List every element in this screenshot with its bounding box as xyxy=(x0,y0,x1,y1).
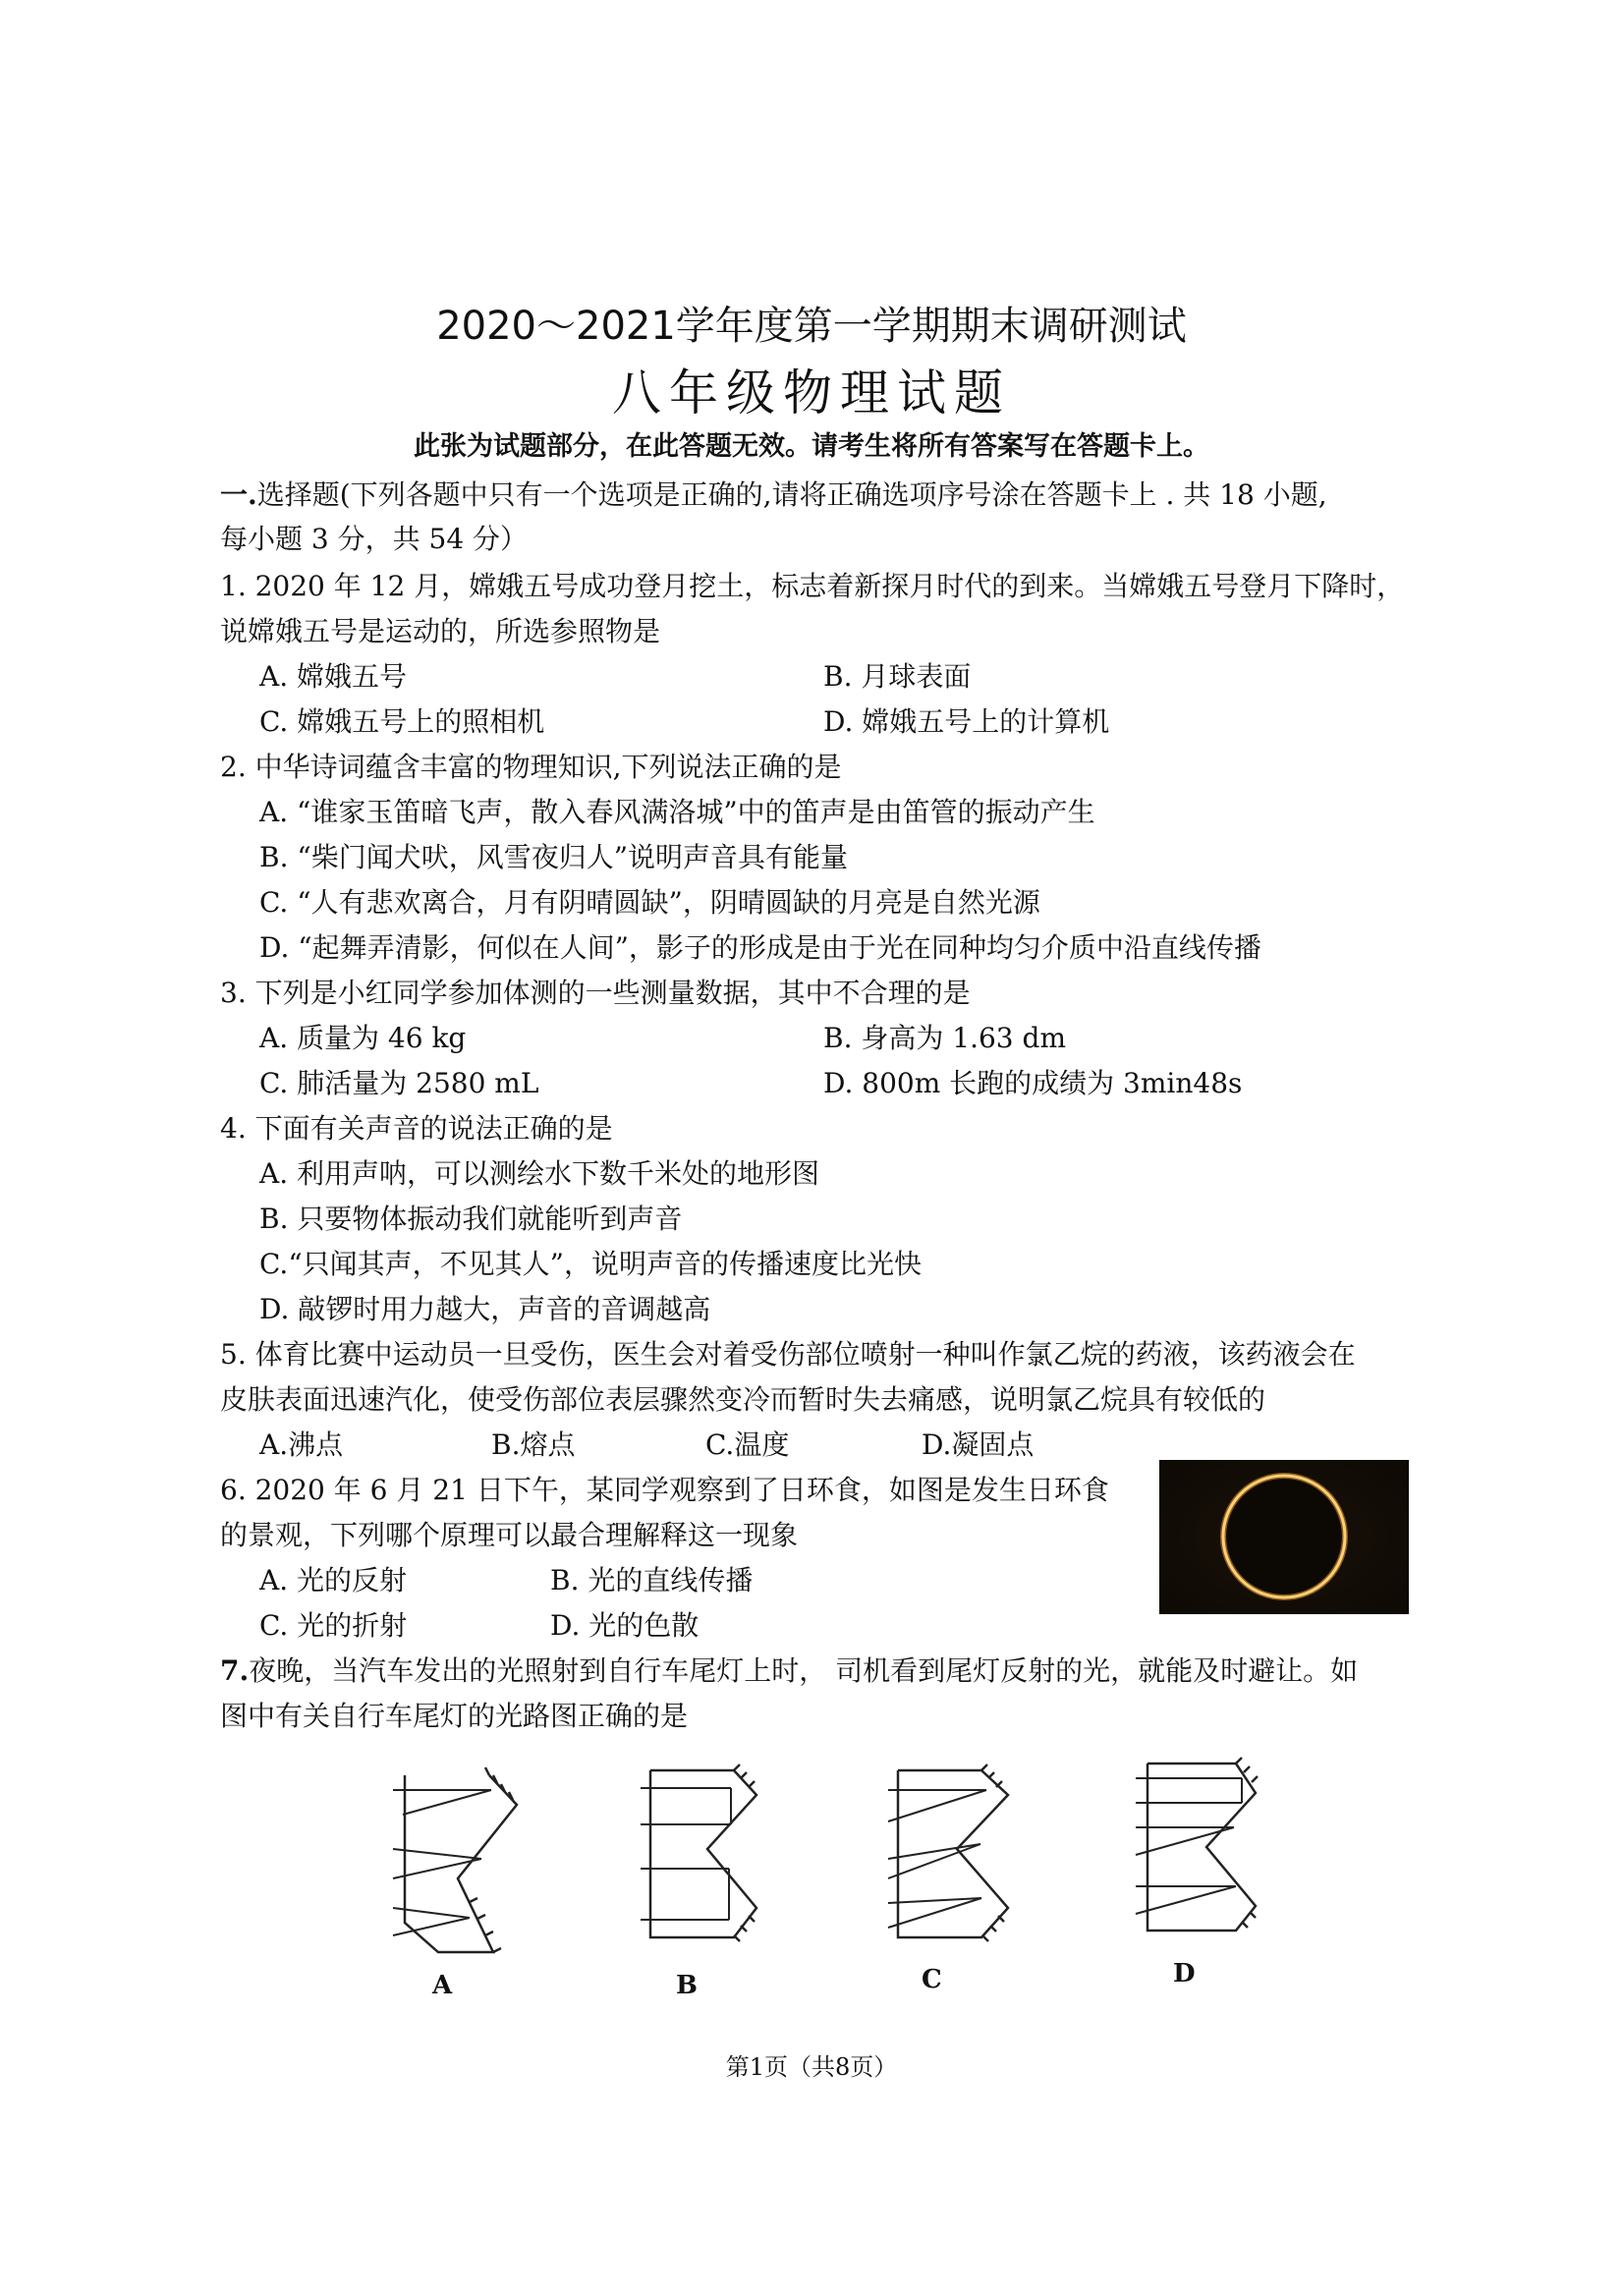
q5-option-d: D.凝固点 xyxy=(922,1428,1035,1461)
q4-option-a: A. 利用声呐，可以测绘水下数千米处的地形图 xyxy=(259,1157,820,1190)
q7-stem-line2: 图中有关自行车尾灯的光路图正确的是 xyxy=(220,1700,689,1732)
section-heading xyxy=(220,474,1327,513)
q1-option-b: B. 月球表面 xyxy=(823,660,972,693)
q3-option-b: B. 身高为 1.63 dm xyxy=(823,1022,1066,1054)
q5-stem-line2: 皮肤表面迅速汽化，使受伤部位表层骤然变冷而暂时失去痛感，说明氯乙烷具有较低的 xyxy=(220,1383,1266,1416)
q2-option-b: B. “柴门闻犬吠，风雪夜归人”说明声音具有能量 xyxy=(259,841,849,873)
q7-stem-text: 夜晚，当汽车发出的光照射到自行车尾灯上时， 司机看到尾灯反射的光，就能及时避让。如 xyxy=(249,1654,1359,1687)
section-heading-text: 选择题(下列各题中只有一个选项是正确的,请将正确选项序号涂在答题卡上 . 共 18 小题, xyxy=(256,478,1327,511)
q5-option-b: B.熔点 xyxy=(491,1428,576,1461)
figure-label-a: A xyxy=(432,1971,453,2000)
q6-option-d: D. 光的色散 xyxy=(550,1609,700,1642)
q5-stem-line1: 5. 体育比赛中运动员一旦受伤，医生会对着受伤部位喷射一种叫作氯乙烷的药液，该药液会在 xyxy=(220,1338,1356,1371)
q3-stem: 3. 下列是小红同学参加体测的一些测量数据，其中不合理的是 xyxy=(220,977,971,1009)
q5-option-a: A.沸点 xyxy=(259,1428,344,1461)
figure-label-c: C xyxy=(922,1965,942,1994)
q1-stem-line2: 说嫦娥五号是运动的，所选参照物是 xyxy=(220,615,661,647)
tail-light-diagram-d xyxy=(1126,1739,1273,1945)
figure-label-d: D xyxy=(1173,1959,1196,1988)
q1-option-a: A. 嫦娥五号 xyxy=(259,660,408,693)
q3-option-c: C. 肺活量为 2580 mL xyxy=(259,1067,539,1099)
q4-option-c: C.“只闻其声，不见其人”，说明声音的传播速度比光快 xyxy=(259,1248,922,1280)
annular-eclipse-photo xyxy=(1159,1460,1409,1614)
tail-light-diagram-b xyxy=(631,1751,778,1957)
q3-option-a: A. 质量为 46 kg xyxy=(259,1022,467,1054)
page-footer: 第1页（共8页） xyxy=(725,2053,898,2081)
q1-stem-line1: 1. 2020 年 12 月，嫦娥五号成功登月挖土，标志着新探月时代的到来。当嫦娥五号登月下降时， xyxy=(220,570,1405,602)
exam-notice: 此张为试题部分，在此答题无效。请考生将所有答案写在答题卡上。 xyxy=(414,431,1209,462)
q1-option-c: C. 嫦娥五号上的照相机 xyxy=(259,705,545,738)
exam-title: 2020～2021学年度第一学期期末调研测试 xyxy=(436,304,1187,349)
q2-option-a: A. “谁家玉笛暗飞声，散入春风满洛城”中的笛声是由笛管的振动产生 xyxy=(259,796,1095,828)
q2-option-c: C. “人有悲欢离合，月有阴晴圆缺”，阴晴圆缺的月亮是自然光源 xyxy=(259,886,1040,919)
section-number: 一. xyxy=(220,478,257,511)
q6-option-b: B. 光的直线传播 xyxy=(550,1564,754,1596)
q6-stem-line2: 的景观，下列哪个原理可以最合理解释这一现象 xyxy=(220,1519,799,1551)
q3-option-d: D. 800m 长跑的成绩为 3min48s xyxy=(823,1067,1243,1099)
q6-stem-line1: 6. 2020 年 6 月 21 日下午，某同学观察到了日环食，如图是发生日环食 xyxy=(220,1474,1109,1506)
q7-number: 7. xyxy=(220,1654,250,1687)
section-heading-line2: 每小题 3 分，共 54 分） xyxy=(220,523,529,555)
exam-subtitle: 八年级物理试题 xyxy=(612,364,1011,421)
q5-option-c: C.温度 xyxy=(705,1428,790,1461)
tail-light-diagram-c xyxy=(878,1751,1026,1957)
q4-option-b: B. 只要物体振动我们就能听到声音 xyxy=(259,1203,683,1235)
q7-stem-line1 xyxy=(220,1650,1358,1689)
eclipse-ring-graphic xyxy=(1159,1460,1409,1614)
q4-stem: 4. 下面有关声音的说法正确的是 xyxy=(220,1112,613,1145)
q6-option-a: A. 光的反射 xyxy=(259,1564,408,1596)
q4-option-d: D. 敲锣时用力越大，声音的音调越高 xyxy=(259,1293,711,1325)
q1-option-d: D. 嫦娥五号上的计算机 xyxy=(823,705,1110,738)
q2-option-d: D. “起舞弄清影，何似在人间”，影子的形成是由于光在同种均匀介质中沿直线传播 xyxy=(259,931,1261,964)
q2-stem: 2. 中华诗词蕴含丰富的物理知识,下列说法正确的是 xyxy=(220,751,842,783)
figure-label-b: B xyxy=(676,1971,698,2000)
q6-option-c: C. 光的折射 xyxy=(259,1609,408,1642)
tail-light-diagram-a xyxy=(383,1751,531,1957)
